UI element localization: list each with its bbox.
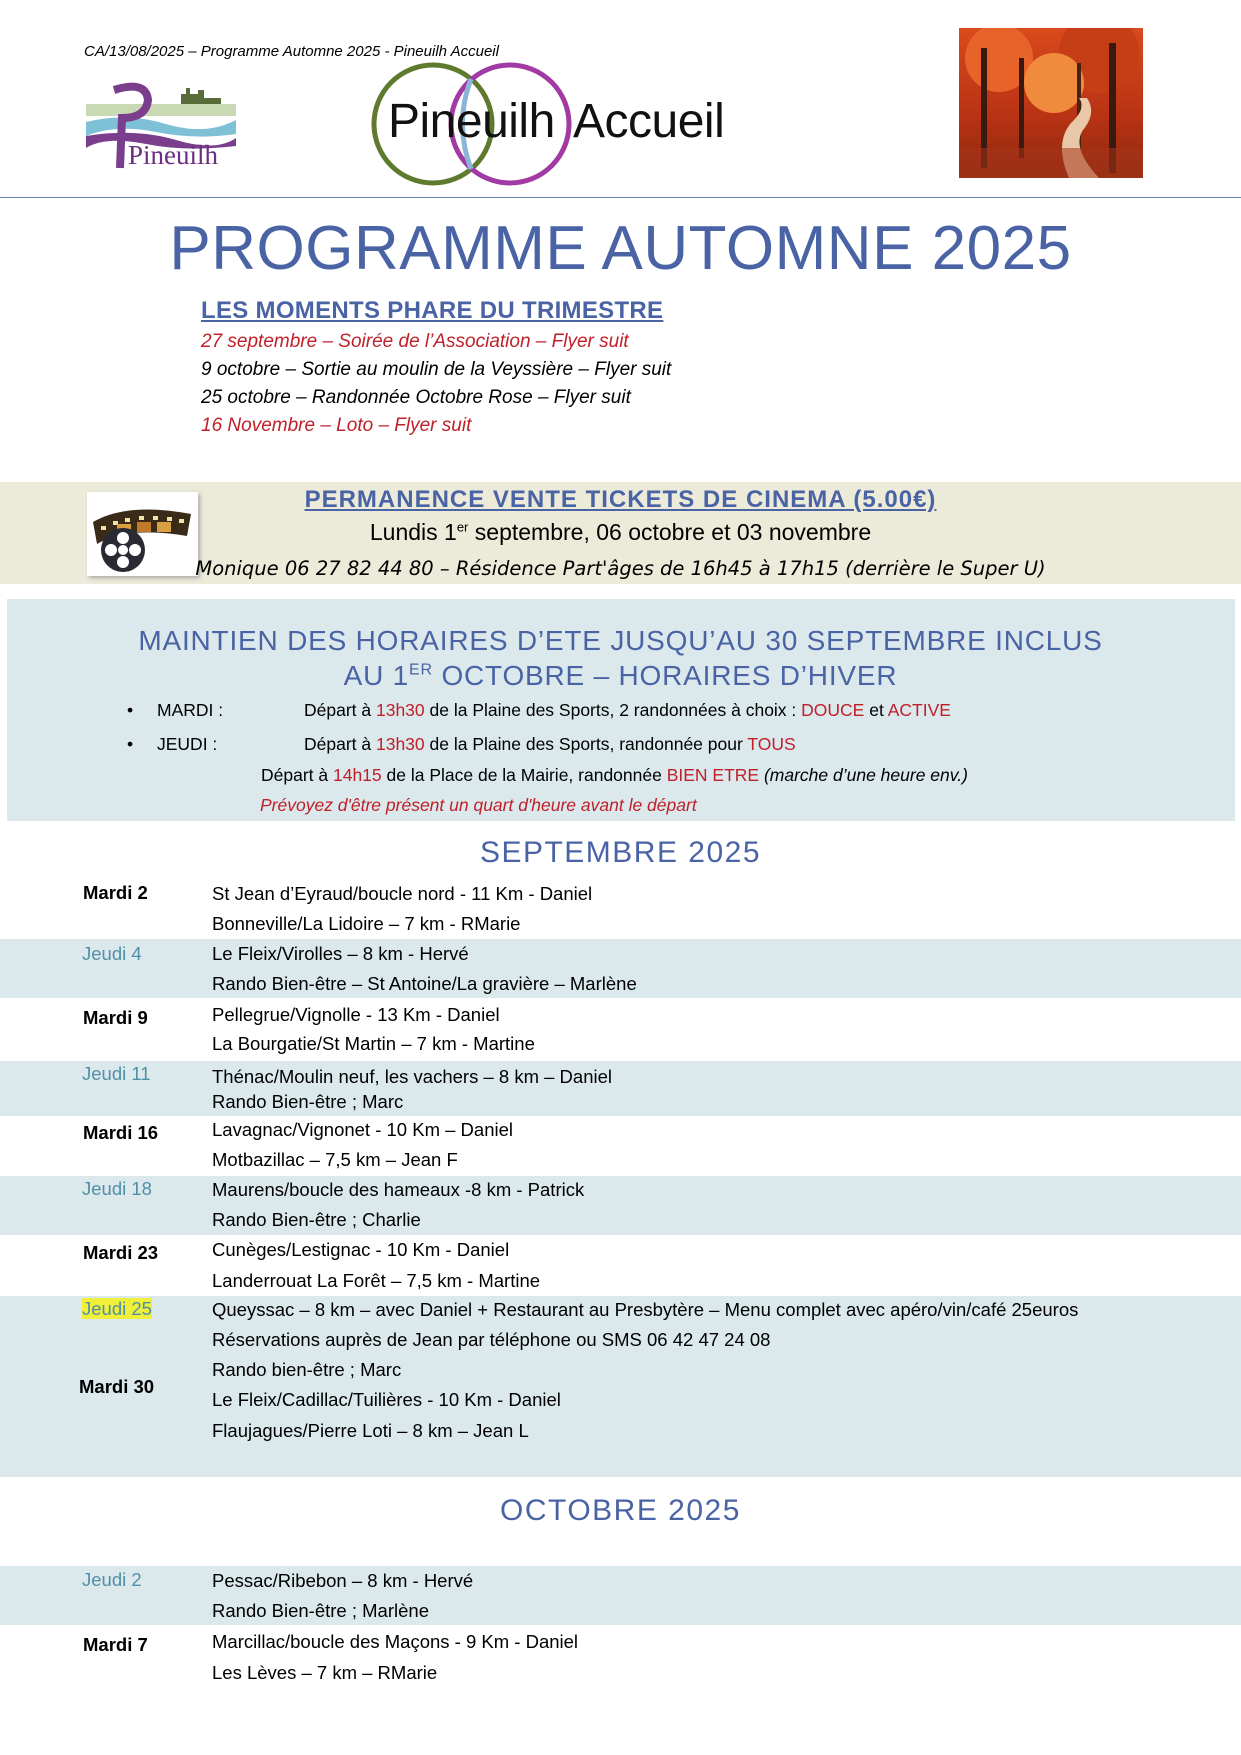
activity-line: Motbazillac – 7,5 km – Jean F (212, 1149, 458, 1170)
day-label: Jeudi 2 (82, 1569, 142, 1590)
highlight-item: 25 octobre – Randonnée Octobre Rose – Flyer suit (201, 387, 631, 408)
hike-option: BIEN ETRE (666, 765, 760, 785)
october-heading: OCTOBRE 2025 (500, 1494, 741, 1527)
document-reference: CA/13/08/2025 – Programme Automne 2025 - Pineuilh Accueil (84, 43, 499, 60)
schedule-text-part: de la Plaine des Sports, randonnée pour (424, 734, 748, 754)
activity-line: Lavagnac/Vignonet - 10 Km – Daniel (212, 1119, 513, 1140)
activity-line: Les Lèves – 7 km – RMarie (212, 1662, 438, 1683)
day-label: Jeudi 11 (82, 1063, 151, 1084)
schedule-text-part: de la Place de la Mairie, randonnée (381, 765, 667, 785)
activity-line: Flaujagues/Pierre Loti – 8 km – Jean L (212, 1420, 529, 1441)
thursday-second-departure (261, 765, 968, 786)
highlights-heading: LES MOMENTS PHARE DU TRIMESTRE (201, 297, 664, 324)
activity-line: Rando bien-être ; Marc (212, 1359, 402, 1380)
highlight-item: 16 Novembre – Loto – Flyer suit (201, 415, 472, 436)
winter-schedule-line (0, 660, 1241, 692)
activity-line: La Bourgatie/St Martin – 7 km - Martine (212, 1033, 535, 1054)
autumn-forest-photo (959, 28, 1143, 178)
highlighted-day: Jeudi 25 (82, 1298, 152, 1319)
row-band-jeudi-11 (0, 1061, 1241, 1116)
schedule-text-part: et (864, 700, 888, 720)
hike-option: ACTIVE (887, 700, 951, 720)
tuesday-schedule (0, 700, 1241, 724)
schedule-text-part: de la Plaine des Sports, 2 randonnées à choix : (424, 700, 802, 720)
highlight-item: 9 octobre – Sortie au moulin de la Veyssière – Flyer suit (201, 359, 672, 380)
day-label: Mardi 7 (83, 1634, 148, 1655)
activity-line: Rando Bien-être ; Marlène (212, 1600, 429, 1621)
logo-word-pineuilh: Pineuilh (388, 95, 555, 148)
hike-option: TOUS (747, 734, 796, 754)
activity-line: Thénac/Moulin neuf, les vachers – 8 km – Daniel (212, 1066, 613, 1087)
activity-line: Queyssac – 8 km – avec Daniel + Restaurant au Presbytère – Menu complet avec apéro/vin/café 25euros (212, 1299, 1079, 1320)
pineuilh-town-logo (86, 82, 238, 174)
logo-word-accueil: Accueil (573, 95, 725, 148)
page-title: PROGRAMME AUTOMNE 2025 (169, 214, 1072, 283)
activity-line: Marcillac/boucle des Maçons - 9 Km - Daniel (212, 1631, 579, 1652)
activity-line: Bonneville/La Lidoire – 7 km - RMarie (212, 913, 521, 934)
schedule-text-part: Départ à (261, 765, 333, 785)
departure-time: 13h30 (375, 734, 425, 754)
day-label: Mardi 9 (83, 1007, 148, 1028)
winter-line-end: OCTOBRE – HORAIRES D’HIVER (432, 660, 898, 691)
schedule-text (304, 734, 796, 755)
activity-line: Cunèges/Lestignac - 10 Km - Daniel (212, 1239, 510, 1260)
pineuilh-accueil-logo (366, 62, 736, 188)
schedule-text-part: Départ à (304, 700, 376, 720)
row-band-jeudi-2 (0, 1566, 1241, 1625)
bullet: • (127, 734, 134, 754)
cinema-days-start: Lundis 1 (369, 519, 457, 545)
highlight-item: 27 septembre – Soirée de l’Association – Flyer suit (201, 331, 629, 352)
departure-time: 14h15 (332, 765, 382, 785)
winter-line-superscript: ER (409, 661, 433, 679)
day-label: Jeudi 4 (82, 943, 142, 964)
arrival-note: Prévoyez d'être présent un quart d'heure avant le départ (260, 795, 697, 815)
activity-line: St Jean d’Eyraud/boucle nord - 11 Km - Daniel (212, 883, 593, 904)
departure-time: 13h30 (375, 700, 425, 720)
cinema-contact: Monique 06 27 82 44 80 – Résidence Part'âges de 16h45 à 17h15 (derrière le Super U) (195, 557, 1046, 580)
activity-line: Maurens/boucle des hameaux -8 km - Patrick (212, 1179, 585, 1200)
row-band-jeudi-18 (0, 1176, 1241, 1235)
row-band-jeudi-25 (0, 1296, 1241, 1477)
day-label-highlighted (82, 1298, 152, 1320)
activity-line: Le Fleix/Cadillac/Tuilières - 10 Km - Daniel (212, 1389, 561, 1410)
activity-line: Le Fleix/Virolles – 8 km - Hervé (212, 943, 469, 964)
header-divider (0, 197, 1241, 198)
activity-line: Pellegrue/Vignolle - 13 Km - Daniel (212, 1004, 500, 1025)
schedule-text-part: Départ à (304, 734, 376, 754)
activity-line: Pessac/Ribebon – 8 km - Hervé (212, 1570, 474, 1591)
summer-schedule-line: MAINTIEN DES HORAIRES D’ETE JUSQU’AU 30 SEPTEMBRE INCLUS (138, 625, 1103, 656)
schedule-day: JEUDI : (157, 734, 218, 754)
schedule-day: MARDI : (157, 700, 224, 720)
cinema-days-superscript: er (456, 519, 469, 535)
town-logo-text: Pineuilh (128, 140, 219, 170)
bullet: • (127, 700, 134, 720)
september-heading: SEPTEMBRE 2025 (479, 836, 762, 869)
schedule-text (304, 700, 951, 721)
autumn-photo-graphic (959, 28, 1143, 178)
cinema-days-end: septembre, 06 octobre et 03 novembre (468, 519, 872, 545)
activity-line: Rando Bien-être ; Marc (212, 1091, 404, 1112)
thursday-schedule (0, 734, 1241, 758)
schedule-text-part: (marche d’une heure env.) (759, 765, 968, 785)
winter-line-start: AU 1 (343, 660, 410, 691)
day-label: Mardi 30 (79, 1376, 155, 1397)
hike-option: DOUCE (801, 700, 865, 720)
cinema-days (0, 519, 1241, 546)
day-label: Mardi 23 (83, 1242, 159, 1263)
activity-line: Rando Bien-être ; Charlie (212, 1209, 421, 1230)
activity-line: Réservations auprès de Jean par téléphone ou SMS 06 42 47 24 08 (212, 1329, 771, 1350)
activity-line: Rando Bien-être – St Antoine/La gravière – Marlène (212, 973, 637, 994)
day-label: Mardi 2 (83, 882, 148, 903)
activity-line: Landerrouat La Forêt – 7,5 km - Martine (212, 1270, 541, 1291)
cinema-title: PERMANENCE VENTE TICKETS DE CINEMA (5.00€) (304, 486, 937, 513)
day-label: Mardi 16 (83, 1122, 159, 1143)
day-label: Jeudi 18 (82, 1178, 152, 1199)
highlights-section (201, 297, 671, 440)
